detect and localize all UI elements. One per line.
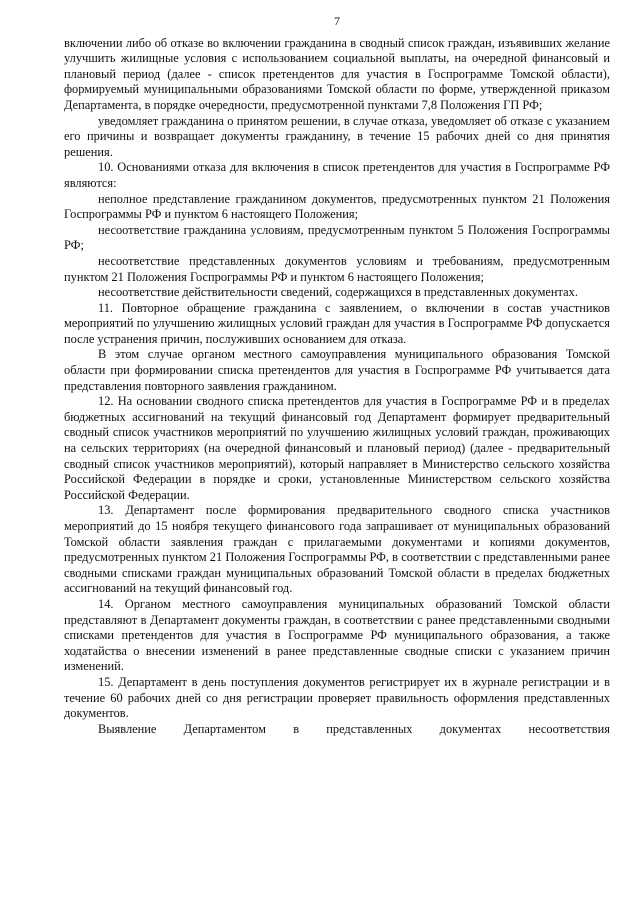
paragraph-15: 15. Департамент в день поступления документов регистрирует их в журнале регистрации и в течение 60 рабочих дней со дня регистрации проверяет правильность оформления представленных документов.	[64, 674, 610, 721]
paragraph-continuation: включении либо об отказе во включении гражданина в сводный список граждан, изъявивших желание улучшить жилищные условия с использованием социальной выплаты, на очередной финансовый и плановый период (далее - список претендентов для участия в Госпрограмме Томской области), формируемый муниципальными образованиями Томской области по форме, утвержденной приказом Департамента, в порядке очередности, предусмотренной пунктами 7,8 Положения ГП РФ;	[64, 35, 610, 112]
refusal-reason-false-information: несоответствие действительности сведений, содержащихся в представленных документах.	[98, 285, 578, 300]
paragraph-10: 10. Основаниями отказа для включения в список претендентов для участия в Госпрограмме РФ являются:	[64, 160, 610, 190]
refusal-reason-documents-mismatch: несоответствие представленных документов условиям и требованиям, предусмотренным пунктом 21 Положения Госпрограммы РФ и пунктом 6 настоящего Положения;	[64, 253, 610, 284]
page-number: 7	[334, 14, 340, 28]
refusal-reason-citizen-mismatch: несоответствие гражданина условиям, предусмотренным пунктом 5 Положения Госпрограммы РФ;	[64, 222, 610, 253]
paragraph-12: 12. На основании сводного списка претендентов для участия в Госпрограмме РФ и в пределах бюджетных ассигнований на текущий финансовый год Департамент формирует предварительный сводный список участников мероприятий по улучшению жилищных условий граждан, проживающих на сельских территориях (на очередной финансовый и плановый период) (далее - предварительный сводный список участников мероприятий), который направляет в Министерство сельского хозяйства Российской Федерации в порядке и сроки, установленные Министерством сельского хозяйства Российской Федерации.	[64, 394, 610, 502]
refusal-reason-incomplete-documents: неполное представление гражданином документов, предусмотренных пунктом 21 Положения Госпрограммы РФ и пунктом 6 настоящего Положения;	[64, 191, 610, 222]
paragraph-repeat-application-date: В этом случае органом местного самоуправления муниципального образования Томской области при формировании списка претендентов для участия в Госпрограмме РФ учитывается дата представления повторного заявления гражданином.	[64, 347, 610, 393]
paragraph-identification: Выявление Департаментом в представленных документах несоответствия	[98, 721, 610, 736]
paragraph-11: 11. Повторное обращение гражданина с заявлением, о включении в состав участников мероприятий по улучшению жилищных условий граждан для участия в Госпрограмме РФ допускается после устранения причин, послуживших основанием для отказа.	[64, 300, 610, 346]
paragraph-notify-decision: уведомляет гражданина о принятом решении, в случае отказа, уведомляет об отказе с указанием его причины и возвращает документы гражданину, в течение 15 рабочих дней со дня принятия решения.	[64, 113, 610, 159]
paragraph-14: 14. Органом местного самоуправления муниципальных образований Томской области представляют в Департамент документы граждан, в соответствии с ранее представленными сводными списками претендентов для участия в Госпрограмме РФ муниципального образования, а также ходатайства о внесении изменений в ранее представленные сводные списки с указанием причин изменений.	[64, 596, 610, 674]
paragraph-13: 13. Департамент после формирования предварительного сводного списка участников мероприятий до 15 ноября текущего финансового года запрашивает от муниципальных образований Томской области заявления граждан с прилагаемыми документами и копиями документов, предусмотренных пунктом 21 Положения Госпрограммы РФ, в соответствии с представленными ранее сводными списками граждан муниципальных образований Томской области в пределах бюджетных ассигнований на текущий финансовый год.	[64, 503, 610, 596]
